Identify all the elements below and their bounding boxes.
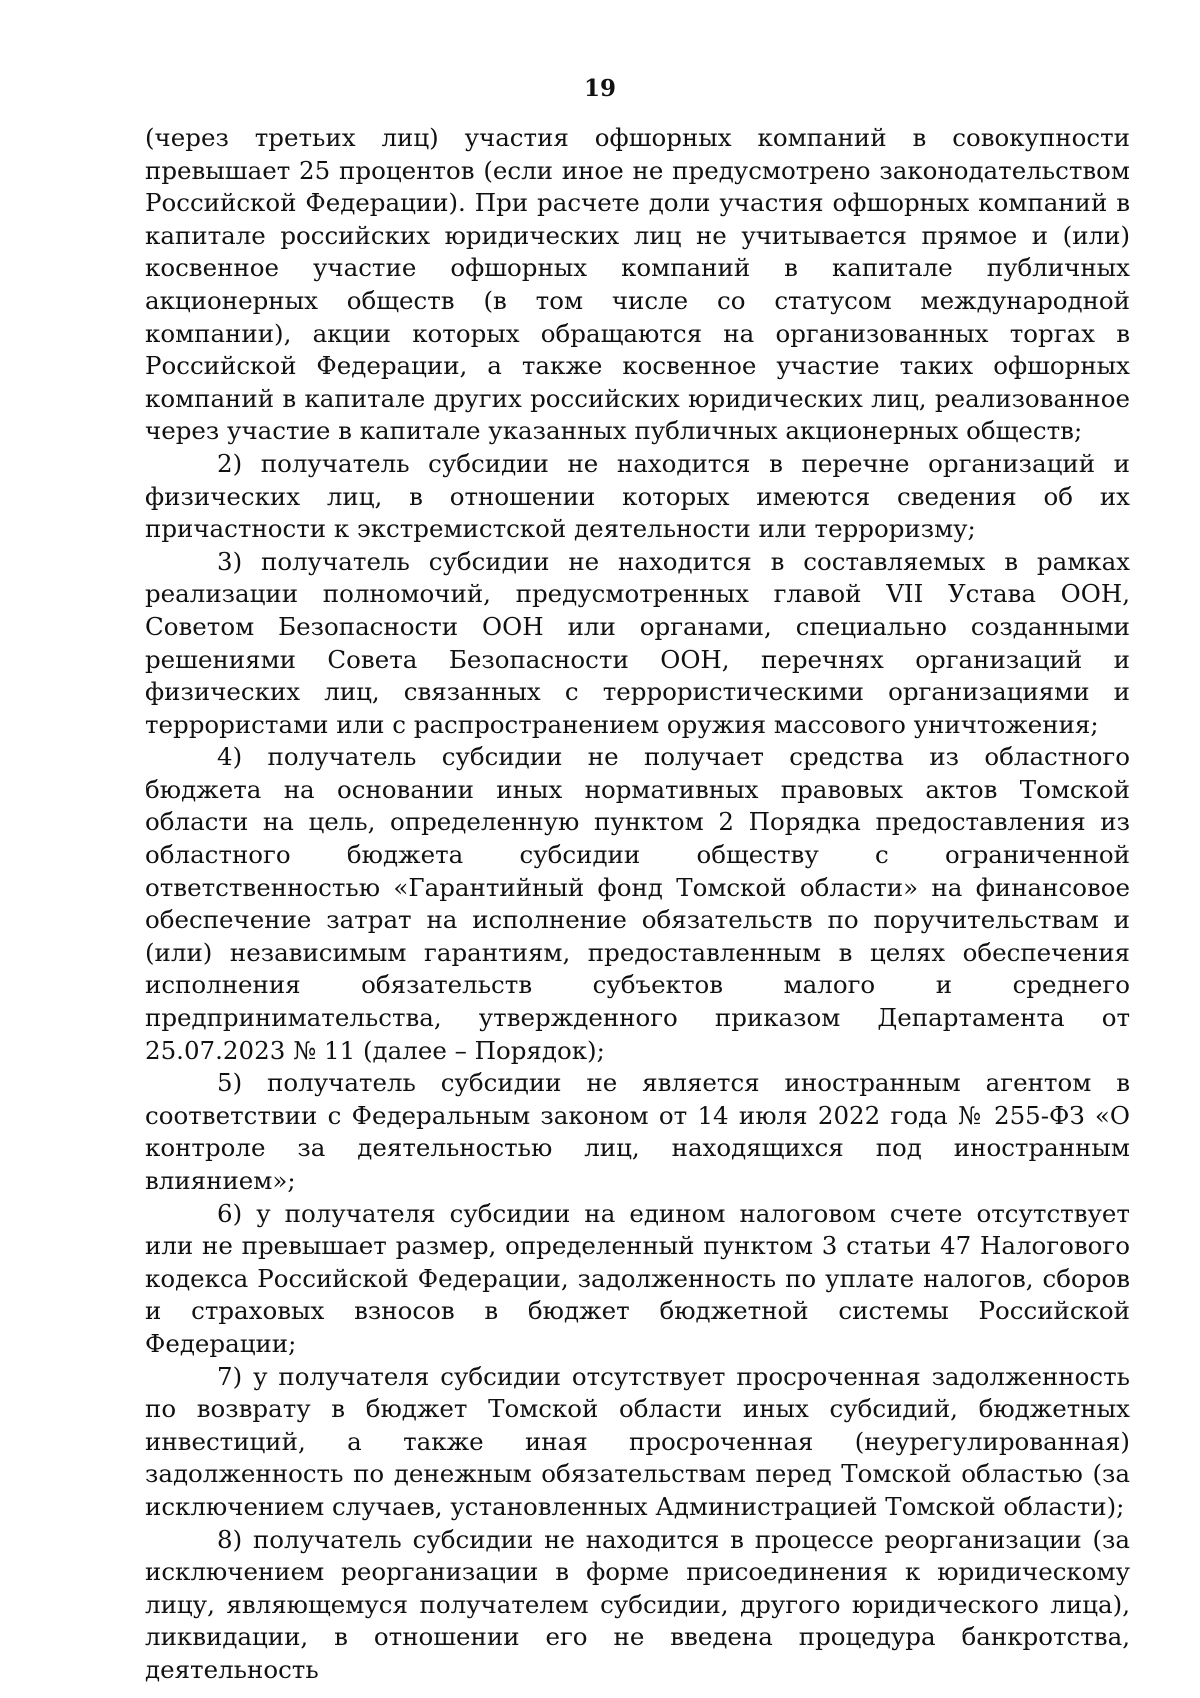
paragraph-continuation: (через третьих лиц) участия офшорных компаний в совокупности превышает 25 процентов (если иное не предусмотрено законодательством Российской Федерации). При расчете доли участия офшорных компаний в капитале российских юридических лиц не учитывается прямое и (или) косвенное участие офшорных компаний в капитале публичных акционерных обществ (в том числе со статусом международной компании), акции которых обращаются на организованных торгах в Российской Федерации, а также косвенное участие таких офшорных компаний в капитале других российских юридических лиц, реализованное через участие в капитале указанных публичных акционерных обществ; (145, 123, 1130, 446)
paragraph-item-6: 6) у получателя субсидии на едином налоговом счете отсутствует или не превышает размер, определенный пунктом 3 статьи 47 Налогового кодекса Российской Федерации, задолженность по уплате налогов, сборов и страховых взносов в бюджет бюджетной системы Российской Федерации; (145, 1198, 1130, 1358)
paragraph-item-3: 3) получатель субсидии не находится в составляемых в рамках реализации полномочий, предусмотренных главой VII Устава ООН, Советом Безопасности ООН или органами, специально созданными решениями Совета Безопасности ООН, перечнях организаций и физических лиц, связанных с террористическими организациями и террористами или с распространением оружия массового уничтожения; (145, 546, 1130, 739)
document-body (145, 122, 1130, 1687)
paragraph-item-8: 8) получатель субсидии не находится в процессе реорганизации (за исключением реорганизации в форме присоединения к юридическому лицу, являющемуся получателем субсидии, другого юридического лица), ликвидации, в отношении его не введена процедура банкротства, деятельность (145, 1524, 1130, 1684)
paragraph-item-2: 2) получатель субсидии не находится в перечне организаций и физических лиц, в отношении которых имеются сведения об их причастности к экстремистской деятельности или терроризму; (145, 448, 1130, 544)
page-number: 19 (583, 75, 616, 102)
paragraph-item-4: 4) получатель субсидии не получает средства из областного бюджета на основании иных нормативных правовых актов Томской области на цель, определенную пунктом 2 Порядка предоставления из областного бюджета субсидии обществу с ограниченной ответственностью «Гарантийный фонд Томской области» на финансовое обеспечение затрат на исполнение обязательств по поручительствам и (или) независимым гарантиям, предоставленным в целях обеспечения исполнения обязательств субъектов малого и среднего предпринимательства, утвержденного приказом Департамента от 25.07.2023 № 11 (далее – Порядок); (145, 742, 1130, 1065)
paragraph-item-5: 5) получатель субсидии не является иностранным агентом в соответствии с Федеральным законом от 14 июля 2022 года № 255-ФЗ «О контроле за деятельностью лиц, находящихся под иностранным влиянием»; (145, 1068, 1130, 1195)
paragraph-item-7: 7) у получателя субсидии отсутствует просроченная задолженность по возврату в бюджет Томской области иных субсидий, бюджетных инвестиций, а также иная просроченная (неурегулированная) задолженность по денежным обязательствам перед Томской областью (за исключением случаев, установленных Администрацией Томской области); (145, 1361, 1130, 1521)
